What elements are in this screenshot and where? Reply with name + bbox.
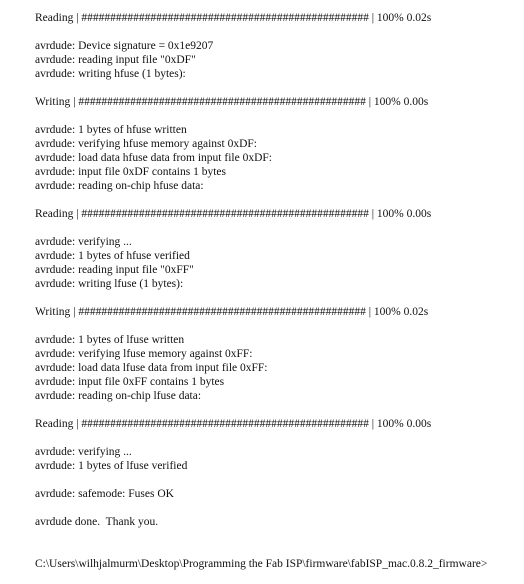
output-line: Reading | ################################################## | 100% 0.02s bbox=[35, 12, 432, 24]
blank-line bbox=[35, 501, 524, 515]
blank-line bbox=[35, 81, 524, 95]
output-line: avrdude: verifying ... bbox=[35, 236, 132, 248]
blank-line bbox=[35, 25, 524, 39]
blank-line bbox=[35, 431, 524, 445]
command-prompt[interactable]: C:\Users\wilhjalmurm\Desktop\Programming the Fab ISP\firmware\fabISP_mac.0.8.2_firmware> bbox=[35, 558, 488, 570]
output-line: Writing | ################################################## | 100% 0.00s bbox=[35, 96, 429, 108]
terminal-output bbox=[35, 11, 524, 543]
output-line: avrdude: Device signature = 0x1e9207 bbox=[35, 40, 214, 52]
blank-line bbox=[35, 109, 524, 123]
output-line: Writing | ################################################## | 100% 0.02s bbox=[35, 306, 429, 318]
output-line: avrdude: 1 bytes of lfuse written bbox=[35, 334, 185, 346]
blank-line bbox=[35, 403, 524, 417]
output-line: avrdude: load data hfuse data from input file 0xDF: bbox=[35, 152, 272, 164]
blank-line bbox=[35, 221, 524, 235]
blank-line bbox=[35, 529, 524, 543]
output-line: avrdude: reading on-chip lfuse data: bbox=[35, 390, 202, 402]
output-line: avrdude: reading on-chip hfuse data: bbox=[35, 180, 204, 192]
output-line: avrdude: reading input file "0xFF" bbox=[35, 264, 194, 276]
output-line: avrdude: 1 bytes of lfuse verified bbox=[35, 460, 188, 472]
prompt-spacer bbox=[35, 543, 524, 557]
output-line: avrdude: verifying lfuse memory against 0xFF: bbox=[35, 348, 253, 360]
output-line: avrdude: input file 0xDF contains 1 bytes bbox=[35, 166, 226, 178]
output-line: avrdude: writing hfuse (1 bytes): bbox=[35, 68, 186, 80]
output-line: Reading | ################################################## | 100% 0.00s bbox=[35, 418, 432, 430]
output-line: avrdude: reading input file "0xDF" bbox=[35, 54, 196, 66]
output-line: avrdude: 1 bytes of hfuse verified bbox=[35, 250, 190, 262]
output-line: avrdude: input file 0xFF contains 1 bytes bbox=[35, 376, 225, 388]
output-line: avrdude: writing lfuse (1 bytes): bbox=[35, 278, 184, 290]
blank-line bbox=[35, 291, 524, 305]
blank-line bbox=[35, 319, 524, 333]
output-line: avrdude: safemode: Fuses OK bbox=[35, 488, 174, 500]
output-line: avrdude: verifying hfuse memory against 0xDF: bbox=[35, 138, 257, 150]
output-line: avrdude: 1 bytes of hfuse written bbox=[35, 124, 187, 136]
blank-line bbox=[35, 193, 524, 207]
output-line: avrdude: load data lfuse data from input file 0xFF: bbox=[35, 362, 268, 374]
output-line: avrdude: verifying ... bbox=[35, 446, 132, 458]
blank-line bbox=[35, 473, 524, 487]
output-line: avrdude done. Thank you. bbox=[35, 516, 159, 528]
output-line: Reading | ################################################## | 100% 0.00s bbox=[35, 208, 432, 220]
